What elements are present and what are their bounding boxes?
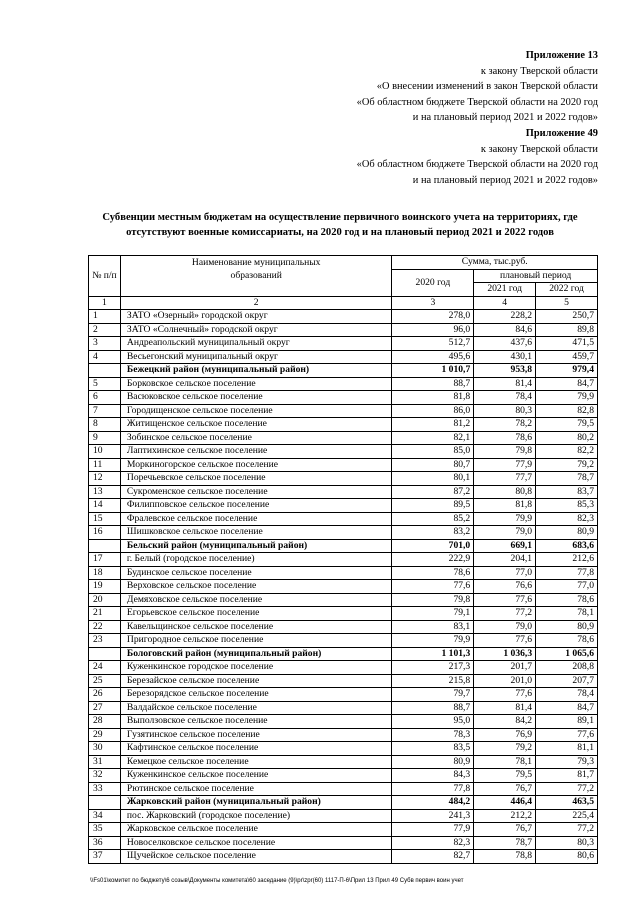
header-line: к закону Тверской области — [480, 65, 598, 77]
amount-2021: 76,7 — [474, 823, 536, 837]
municipality-name: Кафтинское сельское поселение — [120, 742, 392, 756]
amount-2020: 78,3 — [392, 728, 474, 742]
row-number: 31 — [89, 755, 121, 769]
amount-2022: 82,2 — [536, 445, 598, 459]
header-plan-period: плановый период — [474, 269, 598, 283]
amount-2021: 212,2 — [474, 809, 536, 823]
amount-2022: 1 065,6 — [536, 647, 598, 661]
municipality-name: Шишковское сельское поселение — [120, 526, 392, 540]
amount-2020: 484,2 — [392, 796, 474, 810]
header-line: «Об областном бюджете Тверской области на 2020 год — [356, 159, 598, 171]
municipality-name: Егорьевское сельское поселение — [120, 607, 392, 621]
amount-2021: 430,1 — [474, 350, 536, 364]
row-number: 5 — [89, 377, 121, 391]
table-row — [89, 634, 598, 648]
municipality-name: Куженкинское сельское поселение — [120, 769, 392, 783]
row-number — [89, 539, 121, 553]
municipality-name: Верховское сельское поселение — [120, 580, 392, 594]
table-row — [89, 458, 598, 472]
table-row — [89, 661, 598, 675]
amount-2022: 77,2 — [536, 782, 598, 796]
amount-2020: 83,5 — [392, 742, 474, 756]
row-number: 4 — [89, 350, 121, 364]
table-row — [89, 391, 598, 405]
title-line-1: Субвенции местным бюджетам на осуществление первичного воинского учета на территориях, где — [102, 212, 578, 223]
table-row — [89, 701, 598, 715]
amount-2020: 88,7 — [392, 701, 474, 715]
amount-2022: 81,7 — [536, 769, 598, 783]
amount-2020: 83,2 — [392, 526, 474, 540]
row-number: 25 — [89, 674, 121, 688]
row-number: 10 — [89, 445, 121, 459]
amount-2021: 78,7 — [474, 836, 536, 850]
amount-2022: 81,1 — [536, 742, 598, 756]
amount-2022: 225,4 — [536, 809, 598, 823]
amount-2020: 79,1 — [392, 607, 474, 621]
municipality-name: Будинское сельское поселение — [120, 566, 392, 580]
amount-2022: 85,3 — [536, 499, 598, 513]
header-number: № п/п — [89, 256, 121, 297]
table-row — [89, 499, 598, 513]
subsidies-table — [88, 255, 598, 864]
amount-2022: 208,8 — [536, 661, 598, 675]
row-number: 16 — [89, 526, 121, 540]
amount-2020: 80,7 — [392, 458, 474, 472]
amount-2022: 77,8 — [536, 566, 598, 580]
header-2022: 2022 год — [536, 283, 598, 297]
table-row — [89, 809, 598, 823]
table-row — [89, 620, 598, 634]
amount-2020: 222,9 — [392, 553, 474, 567]
amount-2020: 495,6 — [392, 350, 474, 364]
header-line: и на плановый период 2021 и 2022 годов» — [412, 174, 598, 186]
row-number: 17 — [89, 553, 121, 567]
amount-2022: 77,2 — [536, 823, 598, 837]
table-row — [89, 580, 598, 594]
amount-2022: 89,1 — [536, 715, 598, 729]
row-number: 7 — [89, 404, 121, 418]
row-number: 18 — [89, 566, 121, 580]
district-total-row — [89, 364, 598, 378]
district-total-row — [89, 539, 598, 553]
amount-2021: 446,4 — [474, 796, 536, 810]
amount-2022: 80,2 — [536, 431, 598, 445]
amount-2022: 84,7 — [536, 701, 598, 715]
table-row — [89, 782, 598, 796]
amount-2022: 471,5 — [536, 337, 598, 351]
amount-2022: 80,9 — [536, 526, 598, 540]
amount-2022: 80,6 — [536, 850, 598, 864]
row-number: 29 — [89, 728, 121, 742]
document-title — [80, 210, 600, 240]
table-row — [89, 755, 598, 769]
amount-2022: 80,9 — [536, 620, 598, 634]
amount-2021: 81,8 — [474, 499, 536, 513]
row-number: 32 — [89, 769, 121, 783]
amount-2022: 459,7 — [536, 350, 598, 364]
amount-2021: 78,1 — [474, 755, 536, 769]
table-row — [89, 742, 598, 756]
table-row — [89, 350, 598, 364]
municipality-name: Куженкинское городское поселение — [120, 661, 392, 675]
municipality-name: Кавельщинское сельское поселение — [120, 620, 392, 634]
amount-2021: 76,9 — [474, 728, 536, 742]
municipality-name: ЗАТО «Озерный» городской округ — [120, 310, 392, 324]
table-row — [89, 850, 598, 864]
amount-2021: 79,2 — [474, 742, 536, 756]
amount-2021: 669,1 — [474, 539, 536, 553]
row-number: 19 — [89, 580, 121, 594]
document-header — [357, 48, 598, 188]
header-line: Приложение 49 — [525, 127, 598, 139]
municipality-name: Жарковский район (муниципальный район) — [120, 796, 392, 810]
amount-2021: 79,9 — [474, 512, 536, 526]
amount-2022: 89,8 — [536, 323, 598, 337]
municipality-name: Васюковское сельское поселение — [120, 391, 392, 405]
column-number: 5 — [536, 296, 598, 310]
amount-2021: 80,8 — [474, 485, 536, 499]
table-row — [89, 526, 598, 540]
row-number — [89, 796, 121, 810]
municipality-name: Кемецкое сельское поселение — [120, 755, 392, 769]
amount-2022: 79,9 — [536, 391, 598, 405]
table-row — [89, 607, 598, 621]
municipality-name: Демяховское сельское поселение — [120, 593, 392, 607]
amount-2022: 212,6 — [536, 553, 598, 567]
amount-2021: 81,4 — [474, 701, 536, 715]
municipality-name: Лаптихинское сельское поселение — [120, 445, 392, 459]
amount-2022: 463,5 — [536, 796, 598, 810]
table-row — [89, 310, 598, 324]
municipality-name: Зобинское сельское поселение — [120, 431, 392, 445]
amount-2022: 77,0 — [536, 580, 598, 594]
amount-2022: 979,4 — [536, 364, 598, 378]
amount-2022: 83,7 — [536, 485, 598, 499]
amount-2021: 1 036,3 — [474, 647, 536, 661]
amount-2021: 79,5 — [474, 769, 536, 783]
row-number: 23 — [89, 634, 121, 648]
amount-2020: 88,7 — [392, 377, 474, 391]
amount-2020: 217,3 — [392, 661, 474, 675]
header-line: «О внесении изменений в закон Тверской области — [376, 81, 598, 93]
amount-2020: 89,5 — [392, 499, 474, 513]
amount-2021: 76,7 — [474, 782, 536, 796]
amount-2020: 85,2 — [392, 512, 474, 526]
amount-2021: 228,2 — [474, 310, 536, 324]
row-number: 3 — [89, 337, 121, 351]
row-number: 22 — [89, 620, 121, 634]
table-row — [89, 836, 598, 850]
table-row — [89, 823, 598, 837]
amount-2021: 77,9 — [474, 458, 536, 472]
municipality-name: г. Белый (городское поселение) — [120, 553, 392, 567]
amount-2021: 77,6 — [474, 688, 536, 702]
header-name: Наименование муниципальных образований — [120, 256, 392, 297]
row-number: 36 — [89, 836, 121, 850]
amount-2021: 78,8 — [474, 850, 536, 864]
table-row — [89, 728, 598, 742]
column-number: 1 — [89, 296, 121, 310]
table-row — [89, 688, 598, 702]
table-row — [89, 593, 598, 607]
municipality-name: ЗАТО «Солнечный» городской округ — [120, 323, 392, 337]
amount-2021: 201,7 — [474, 661, 536, 675]
amount-2022: 77,6 — [536, 728, 598, 742]
row-number: 24 — [89, 661, 121, 675]
amount-2021: 76,6 — [474, 580, 536, 594]
row-number — [89, 364, 121, 378]
amount-2020: 96,0 — [392, 323, 474, 337]
header-sum: Сумма, тыс.руб. — [392, 256, 598, 270]
amount-2021: 437,6 — [474, 337, 536, 351]
column-number: 3 — [392, 296, 474, 310]
municipality-name: Поречьевское сельское поселение — [120, 472, 392, 486]
row-number: 35 — [89, 823, 121, 837]
header-line: к закону Тверской области — [480, 143, 598, 155]
amount-2020: 278,0 — [392, 310, 474, 324]
table-row — [89, 512, 598, 526]
row-number: 9 — [89, 431, 121, 445]
amount-2022: 79,2 — [536, 458, 598, 472]
municipality-name: Рютинское сельское поселение — [120, 782, 392, 796]
row-number: 34 — [89, 809, 121, 823]
municipality-name: Весьегонский муниципальный округ — [120, 350, 392, 364]
amount-2020: 86,0 — [392, 404, 474, 418]
table-row — [89, 404, 598, 418]
municipality-name: пос. Жарковский (городское поселение) — [120, 809, 392, 823]
municipality-name: Борковское сельское поселение — [120, 377, 392, 391]
municipality-name: Пригородное сельское поселение — [120, 634, 392, 648]
municipality-name: Гузятинское сельское поселение — [120, 728, 392, 742]
file-path-footer: \\Fs01\комитет по бюджету\6 созыв\Документы комитета\60 заседание (9)\pr\zpr(60) 1117-П-6\Прил 13 Прил 49 Субв первич воин учет — [90, 878, 464, 884]
municipality-name: Сукроменское сельское поселение — [120, 485, 392, 499]
row-number: 2 — [89, 323, 121, 337]
column-number: 2 — [120, 296, 392, 310]
table-row — [89, 445, 598, 459]
district-total-row — [89, 647, 598, 661]
amount-2021: 77,7 — [474, 472, 536, 486]
row-number: 21 — [89, 607, 121, 621]
district-total-row — [89, 796, 598, 810]
municipality-name: Филипповское сельское поселение — [120, 499, 392, 513]
amount-2020: 77,6 — [392, 580, 474, 594]
row-number: 14 — [89, 499, 121, 513]
municipality-name: Березайское сельское поселение — [120, 674, 392, 688]
amount-2020: 77,8 — [392, 782, 474, 796]
amount-2020: 80,1 — [392, 472, 474, 486]
amount-2021: 77,6 — [474, 593, 536, 607]
municipality-name: Выползовское сельское поселение — [120, 715, 392, 729]
table-row — [89, 566, 598, 580]
municipality-name: Городищенское сельское поселение — [120, 404, 392, 418]
municipality-name: Новоселковское сельское поселение — [120, 836, 392, 850]
amount-2020: 85,0 — [392, 445, 474, 459]
amount-2021: 80,3 — [474, 404, 536, 418]
amount-2020: 77,9 — [392, 823, 474, 837]
amount-2020: 80,9 — [392, 755, 474, 769]
row-number: 13 — [89, 485, 121, 499]
municipality-name: Валдайское сельское поселение — [120, 701, 392, 715]
table-row — [89, 472, 598, 486]
amount-2020: 1 010,7 — [392, 364, 474, 378]
header-line: «Об областном бюджете Тверской области на 2020 год — [356, 96, 598, 108]
amount-2022: 79,5 — [536, 418, 598, 432]
amount-2021: 84,6 — [474, 323, 536, 337]
row-number: 37 — [89, 850, 121, 864]
amount-2022: 82,8 — [536, 404, 598, 418]
amount-2020: 241,3 — [392, 809, 474, 823]
table-row — [89, 674, 598, 688]
amount-2020: 215,8 — [392, 674, 474, 688]
amount-2021: 79,0 — [474, 620, 536, 634]
header-2021: 2021 год — [474, 283, 536, 297]
amount-2020: 512,7 — [392, 337, 474, 351]
amount-2021: 78,4 — [474, 391, 536, 405]
amount-2021: 77,6 — [474, 634, 536, 648]
amount-2022: 78,6 — [536, 634, 598, 648]
amount-2021: 77,0 — [474, 566, 536, 580]
amount-2021: 201,0 — [474, 674, 536, 688]
row-number: 20 — [89, 593, 121, 607]
amount-2020: 83,1 — [392, 620, 474, 634]
table-row — [89, 377, 598, 391]
amount-2020: 82,7 — [392, 850, 474, 864]
amount-2022: 78,4 — [536, 688, 598, 702]
municipality-name: Щучейское сельское поселение — [120, 850, 392, 864]
amount-2022: 250,7 — [536, 310, 598, 324]
table-row — [89, 323, 598, 337]
row-number: 6 — [89, 391, 121, 405]
amount-2021: 78,2 — [474, 418, 536, 432]
amount-2022: 78,1 — [536, 607, 598, 621]
row-number: 11 — [89, 458, 121, 472]
row-number: 1 — [89, 310, 121, 324]
amount-2020: 95,0 — [392, 715, 474, 729]
table-row — [89, 485, 598, 499]
amount-2020: 701,0 — [392, 539, 474, 553]
row-number: 33 — [89, 782, 121, 796]
amount-2020: 87,2 — [392, 485, 474, 499]
amount-2021: 79,0 — [474, 526, 536, 540]
municipality-name: Бежецкий район (муниципальный район) — [120, 364, 392, 378]
amount-2021: 204,1 — [474, 553, 536, 567]
amount-2020: 79,7 — [392, 688, 474, 702]
municipality-name: Жарковское сельское поселение — [120, 823, 392, 837]
amount-2022: 80,3 — [536, 836, 598, 850]
amount-2021: 77,2 — [474, 607, 536, 621]
amount-2020: 82,1 — [392, 431, 474, 445]
amount-2020: 81,2 — [392, 418, 474, 432]
amount-2020: 84,3 — [392, 769, 474, 783]
row-number — [89, 647, 121, 661]
municipality-name: Березорядское сельское поселение — [120, 688, 392, 702]
table-row — [89, 418, 598, 432]
row-number: 12 — [89, 472, 121, 486]
amount-2020: 79,8 — [392, 593, 474, 607]
header-2020: 2020 год — [392, 269, 474, 296]
amount-2022: 82,3 — [536, 512, 598, 526]
amount-2022: 79,3 — [536, 755, 598, 769]
header-line: Приложение 13 — [525, 50, 598, 61]
table-row — [89, 715, 598, 729]
row-number: 27 — [89, 701, 121, 715]
amount-2022: 207,7 — [536, 674, 598, 688]
column-number: 4 — [474, 296, 536, 310]
amount-2021: 953,8 — [474, 364, 536, 378]
row-number: 8 — [89, 418, 121, 432]
amount-2020: 78,6 — [392, 566, 474, 580]
amount-2020: 1 101,3 — [392, 647, 474, 661]
header-line: и на плановый период 2021 и 2022 годов» — [412, 112, 598, 124]
row-number: 28 — [89, 715, 121, 729]
amount-2022: 84,7 — [536, 377, 598, 391]
table-row — [89, 337, 598, 351]
table-row — [89, 431, 598, 445]
municipality-name: Фралевское сельское поселение — [120, 512, 392, 526]
amount-2020: 79,9 — [392, 634, 474, 648]
amount-2022: 78,7 — [536, 472, 598, 486]
amount-2020: 81,8 — [392, 391, 474, 405]
amount-2021: 79,8 — [474, 445, 536, 459]
row-number: 30 — [89, 742, 121, 756]
amount-2022: 683,6 — [536, 539, 598, 553]
amount-2020: 82,3 — [392, 836, 474, 850]
table-row — [89, 553, 598, 567]
amount-2021: 81,4 — [474, 377, 536, 391]
amount-2022: 78,6 — [536, 593, 598, 607]
table-row — [89, 769, 598, 783]
municipality-name: Бологовский район (муниципальный район) — [120, 647, 392, 661]
row-number: 26 — [89, 688, 121, 702]
row-number: 15 — [89, 512, 121, 526]
amount-2021: 78,6 — [474, 431, 536, 445]
municipality-name: Бельский район (муниципальный район) — [120, 539, 392, 553]
municipality-name: Андреапольский муниципальный округ — [120, 337, 392, 351]
title-line-2: отсутствуют военные комиссариаты, на 2020 год и на плановый период 2021 и 2022 годов — [126, 227, 554, 238]
amount-2021: 84,2 — [474, 715, 536, 729]
municipality-name: Житищенское сельское поселение — [120, 418, 392, 432]
municipality-name: Моркиногорское сельское поселение — [120, 458, 392, 472]
